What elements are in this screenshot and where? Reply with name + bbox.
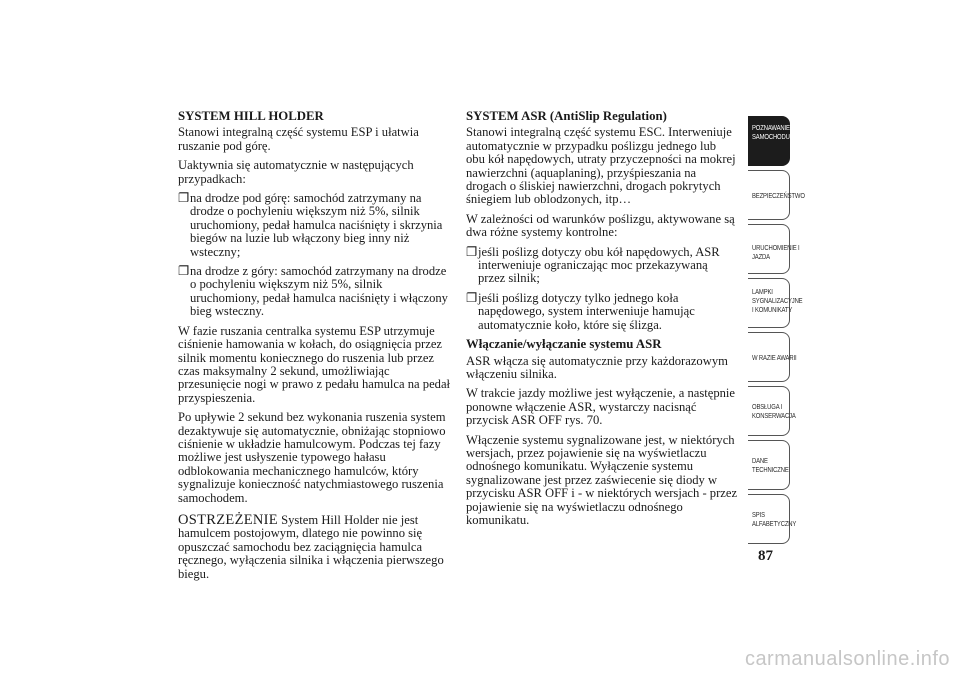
asr-intro: Stanowi integralną część systemu ESC. Interweniuje automatycznie w przypadku poślizgu jednego lub obu kół napędowych, utraty przyczepności na mokrej nawierzchni (aquaplaning), przyśpieszania na drogach o śliskiej nawierzchni, drogach pokrytych śniegiem lub oblodzonych, itp… [466,125,736,207]
list-item-text: na drodze pod górę: samochód zatrzymany na drodze o pochyleniu większym niż 5%, silnik uruchomiony, pedał hamulca naciśnięty i skrzynia biegów na luzie lub włączony bieg inny niż wsteczny; [190,191,443,259]
list-item [178,192,453,259]
left-column [178,110,453,587]
tab-w-razie-awarii[interactable] [748,332,797,382]
checkbox-bullet-icon: ❐ [178,191,190,206]
tab-label: SAMOCHODU [752,132,790,141]
hill-holder-heading: SYSTEM HILL HOLDER [178,109,324,123]
watermark: carmanualsonline.info [744,648,950,670]
tab-label: LAMPKI [752,287,773,296]
list-item [178,265,453,319]
tab-spis-alfabetyczny[interactable] [748,494,797,544]
asr-signal-info: Włączenie systemu sygnalizowane jest, w niektórych wersjach, przez pojawienie się na wyświetlaczu odnośnego komunikatu. Wyłączenie systemu sygnalizowane jest przez zaświecenie się diody w przycisku ASR OFF i - w niektórych wersjach - przez pojawienie się na wyświetlaczu odnośnego komunikatu. [466,432,738,527]
tab-uruchomienie-i-jazda[interactable] [748,224,800,274]
hill-holder-phase: W fazie ruszania centralka systemu ESP utrzymuje ciśnienie hamowania w kołach, do osiągnięcia przez silnik momentu koniecznego do ruszenia lub przez czas maksymalny 2 sekund, umożliwiając przesunięcie nogi w prawo z pedału hamulca na pedał przyspieszenia. [178,323,451,405]
chapter-tabs [748,116,805,544]
tab-lampki-sygnalizacyjne[interactable] [748,278,803,328]
tab-label: SPIS [752,510,765,519]
tab-label: OBSŁUGA I [752,402,783,411]
asr-auto-on: ASR włącza się automatycznie przy każdorazowym włączeniu silnika. [466,353,728,381]
asr-systems: W zależności od warunków poślizgu, aktywowane są dwa różne systemy kontrolne: [466,211,735,240]
list-item [466,246,738,286]
asr-toggle-heading: Włączanie/wyłączanie systemu ASR [466,337,662,352]
list-item-text: jeśli poślizg dotyczy obu kół napędowych, ASR interweniuje ograniczając moc przekazywaną przez silnik; [478,244,720,286]
tab-label: POZNAWANIE [752,123,790,132]
tab-label: URUCHOMIENIE I [752,243,800,252]
warning-paragraph [178,511,453,581]
page-number: 87 [758,548,773,564]
tab-label: W RAZIE AWARII [752,353,797,362]
tab-obsluga-i-konserwacja[interactable] [748,386,796,436]
checkbox-bullet-icon: ❐ [178,264,190,279]
list-item-text: jeśli poślizg dotyczy tylko jednego koła napędowego, system interweniuje hamując automatycznie koło, które się ślizga. [478,290,695,332]
checkbox-bullet-icon: ❐ [466,290,478,305]
tab-label: DANE [752,456,768,465]
tab-label: KONSERWACJA [752,411,796,420]
asr-heading: SYSTEM ASR (AntiSlip Regulation) [466,109,667,123]
list-item-text: na drodze z góry: samochód zatrzymany na drodze o pochyleniu większym niż 5%, silnik uruchomiony, pedał hamulca naciśnięty i włączony bieg wsteczny. [190,264,448,319]
list-item [466,292,738,332]
tab-label: I KOMUNIKATY [752,305,793,314]
tab-label: ALFABETYCZNY [752,519,797,528]
warning-title: OSTRZEŻENIE [178,511,278,528]
tab-dane-techniczne[interactable] [748,440,790,490]
hill-holder-deactivation: Po upływie 2 sekund bez wykonania ruszenia system dezaktywuje się automatycznie, obniżając stopniowo ciśnienie w układzie hamulcowym. Podczas tej fazy możliwe jest usłyszenie typowego hałasu odblokowania mechanicznego hamulców, który sygnalizuje konieczność natychmiastowego ruszenia samochodem. [178,410,446,505]
tab-label: JAZDA [752,252,770,261]
hill-holder-activation: Uaktywnia się automatycznie w następujących przypadkach: [178,158,414,186]
tab-label: SYGNALIZACYJNE [752,296,803,305]
warning-text: System Hill Holder nie jest hamulcem postojowym, dlatego nie powinno się opuszczać samochodu bez zaciągnięcia hamulca ręcznego, wyłączenia silnika i włączenia pierwszego biegu. [178,512,444,581]
checkbox-bullet-icon: ❐ [466,244,478,259]
tab-label: BEZPIECZEŃSTWO [752,191,805,200]
asr-toggle-info: W trakcie jazdy możliwe jest wyłączenie, a następnie ponowne włączenie ASR, wystarczy nacisnąć przycisk ASR OFF rys. 70. [466,386,736,428]
hill-holder-intro: Stanowi integralną część systemu ESP i ułatwia ruszanie pod górę. [178,125,419,153]
tab-poznawanie-samochodu[interactable] [748,116,790,166]
tab-label: TECHNICZNE [752,465,789,474]
right-column [466,110,738,533]
tab-bezpieczenstwo[interactable] [748,170,805,220]
